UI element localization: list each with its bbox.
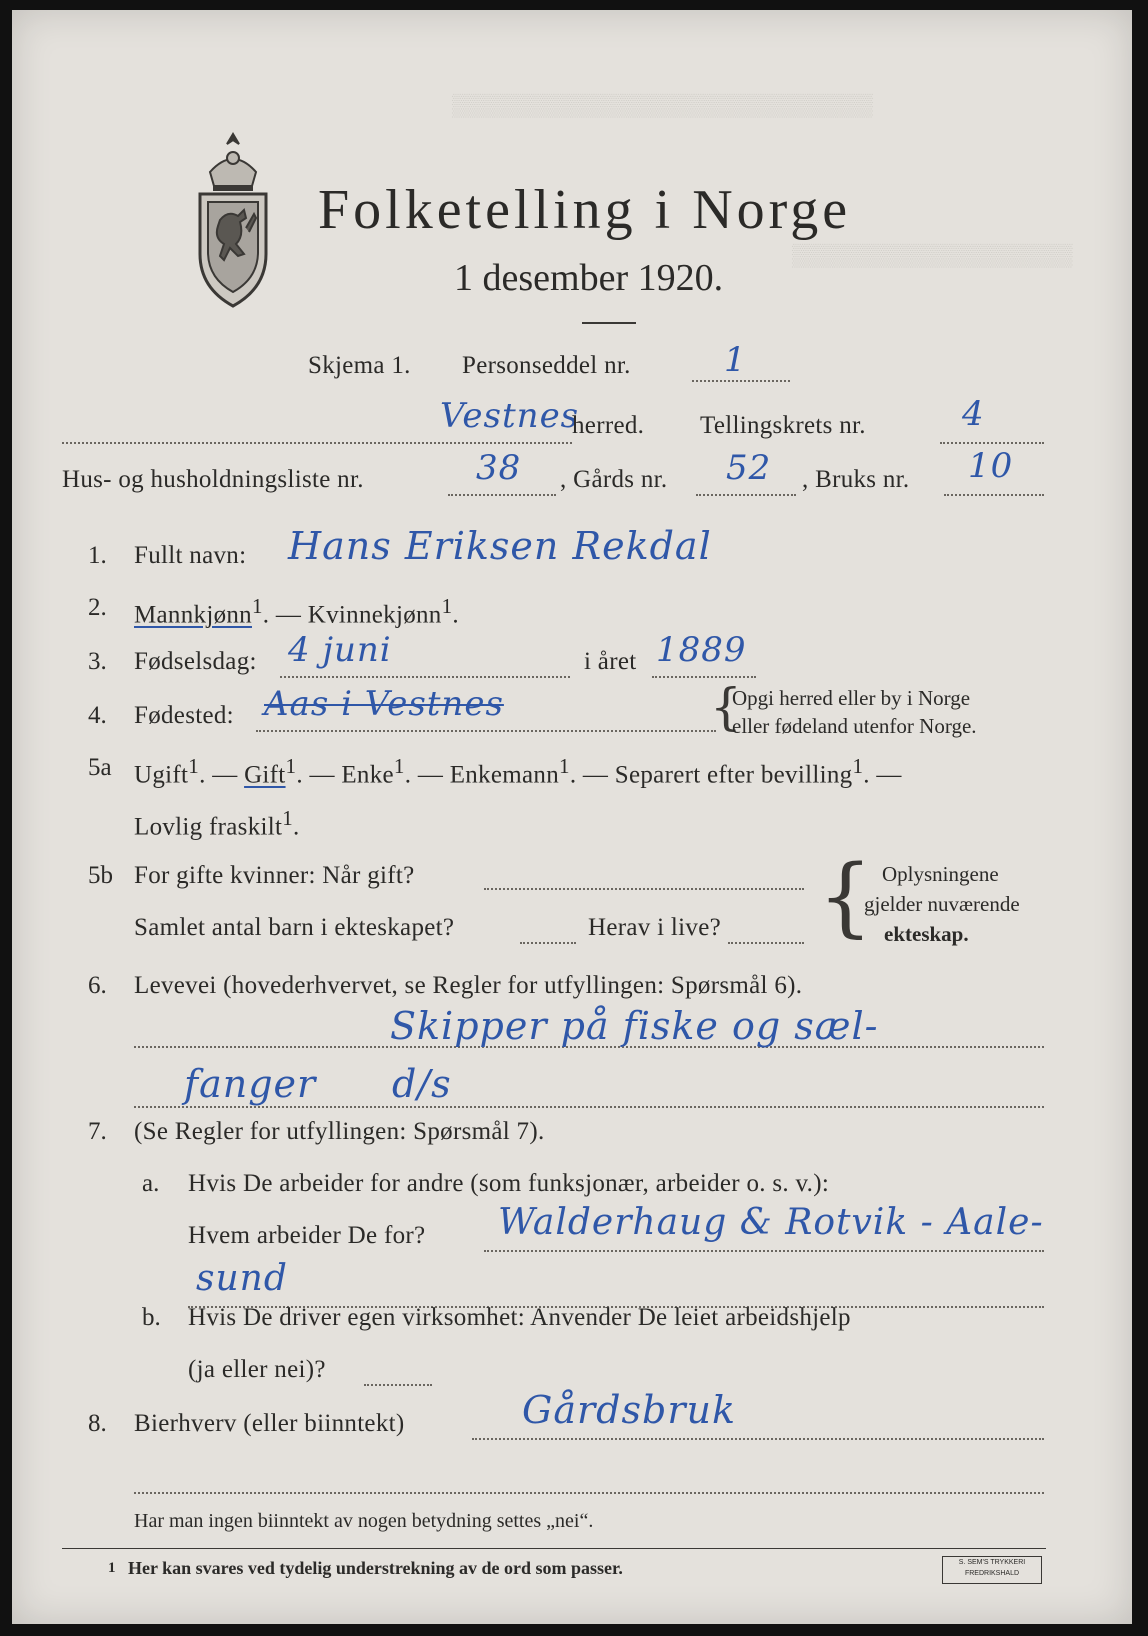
herred-field-line [62,442,572,444]
q7a-label: Hvem arbeider De for? [188,1222,426,1249]
employer-value-1: Walderhaug & Rotvik - Aale- [498,1202,1044,1243]
full-name-value: Hans Eriksen Rekdal [288,524,712,568]
q3-number: 3. [88,648,107,675]
q5b-label-2: Samlet antal barn i ekteskapet? [134,914,455,941]
printer-stamp-line-1: S. SEM'S TRYKKERI [958,1559,1026,1566]
herred-value: Vestnes [440,396,580,436]
q7b-text: Hvis De driver egen virksomhet: Anvender De leiet arbeidshjelp [188,1304,851,1331]
side-income-field-line-2 [134,1492,1044,1494]
status-enke: Enke [341,761,394,789]
side-income-value: Gårdsbruk [522,1388,736,1432]
q2-number: 2. [88,594,107,621]
birthplace-note-1: Opgi herred eller by i Norge [732,686,971,710]
bruks-value: 10 [968,446,1014,486]
marriage-note-3: ekteskap. [884,922,969,946]
q7b-label: (ja eller nei)? [188,1356,326,1383]
tellingskrets-value: 4 [962,394,985,434]
tellingskrets-label: Tellingskrets nr. [700,412,866,439]
hired-help-field-line [364,1384,432,1386]
tellingskrets-field-line [940,442,1044,444]
footnote-text: Her kan svares ved tydelig understrekning av de ord som passer. [128,1558,623,1578]
marriage-note-brace: { [818,847,873,947]
status-ugift: Ugift [134,761,189,789]
q1-number: 1. [88,542,107,569]
personseddel-field-line [692,380,790,382]
year-label: i året [584,648,637,675]
q5b-label-1: For gifte kvinner: Når gift? [134,862,415,889]
children-field-line [520,942,576,944]
title-divider [582,322,636,324]
q6-number: 6. [88,972,107,999]
birthplace-field-line [256,730,716,732]
status-enkemann: Enkemann [449,761,559,789]
form-title: Folketelling i Norge [318,179,852,241]
bleed-through: ▒▒▒▒▒▒▒▒▒▒▒▒▒▒▒▒▒▒▒▒▒▒▒▒▒▒▒ [452,92,873,117]
q1-label: Fullt navn: [134,542,247,569]
q8-number: 8. [88,1410,107,1437]
occupation-value-2: fanger [184,1062,317,1106]
employer-field-line-1 [484,1250,1044,1252]
marriage-note-1: Oplysningene [882,862,999,886]
census-date: 1 desember 1920. [454,257,724,299]
employer-value-2: sund [196,1258,288,1299]
q3-label: Fødselsdag: [134,648,257,675]
bruks-label: , Bruks nr. [802,466,910,493]
status-separert: Separert efter bevilling [614,761,853,789]
census-form [12,10,1132,1624]
q7a-marker: a. [142,1170,160,1197]
status-gift: Gift [244,761,286,789]
q7a-text: Hvis De arbeider for andre (som funksjonær, arbeider o. s. v.): [188,1170,830,1197]
gards-field-line [696,494,796,496]
birthplace-note-brace: { [710,678,742,736]
personseddel-label: Personseddel nr. [462,352,631,379]
marital-status-options: Ugift$^1$. — Gift$^1$. — Enke$^1$. — Enkemann$^1$. — Separert efter bevilling$^1$. — [134,754,902,789]
marriage-note-2: gjelder nuværende [864,892,1020,916]
q5a-number: 5a [88,754,112,781]
q5b-number: 5b [88,862,113,889]
q2-sex: Mannkjønn$^1$. — Kvinnekjønn$^1$. [134,594,459,629]
footer-divider [62,1548,1046,1549]
herred-label: herred. [572,412,645,439]
side-income-field-line [472,1438,1044,1440]
birth-year-value: 1889 [656,630,747,670]
printer-stamp-line-2: FREDRIKSHALD [964,1570,1020,1577]
married-when-field-line [484,888,804,890]
q7-number: 7. [88,1118,107,1145]
husliste-label: Hus- og husholdningsliste nr. [62,466,364,493]
q4-label: Fødested: [134,702,234,729]
occupation-value-3: d/s [392,1062,452,1106]
occupation-value-1: Skipper på fiske og sæl- [390,1004,879,1048]
q4-number: 4. [88,702,107,729]
q7-label: (Se Regler for utfyllingen: Spørsmål 7). [134,1118,545,1145]
q5b-label-3: Herav i live? [588,914,722,941]
birthday-field-line [280,676,570,678]
printer-stamp [942,1556,1042,1584]
q8-label: Bierhverv (eller biinntekt) [134,1410,405,1437]
gards-value: 52 [726,448,772,488]
bleed-through: ▒▒▒▒▒▒▒▒▒▒▒▒▒▒▒▒▒▒ [792,242,1073,267]
coat-of-arms-icon [190,128,276,314]
sex-male-option: Mannkjønn [134,601,252,629]
footer-note: Har man ingen biinntekt av nogen betydning settes „nei“. [134,1510,594,1532]
birthday-value: 4 juni [288,630,392,670]
alive-field-line [728,942,804,944]
occupation-field-line-2 [134,1106,1044,1108]
q6-label: Levevei (hovederhvervet, se Regler for utfyllingen: Spørsmål 6). [134,972,803,999]
q7b-marker: b. [142,1304,161,1331]
status-fraskilt: Lovlig fraskilt [134,813,283,841]
bruks-field-line [944,494,1044,496]
birthplace-value: Aas i Vestnes [264,684,504,724]
gards-label: , Gårds nr. [560,466,668,493]
skjema-label: Skjema 1. [308,352,411,379]
personseddel-value: 1 [724,340,747,380]
birthplace-note-2: eller fødeland utenfor Norge. [732,714,977,738]
sex-female-option: Kvinnekjønn [307,601,442,629]
husliste-field-line [448,494,556,496]
footnote-number: 1 [108,1560,116,1576]
status-fraskilt-line: Lovlig fraskilt$^1$. [134,806,300,841]
husliste-value: 38 [476,448,522,488]
